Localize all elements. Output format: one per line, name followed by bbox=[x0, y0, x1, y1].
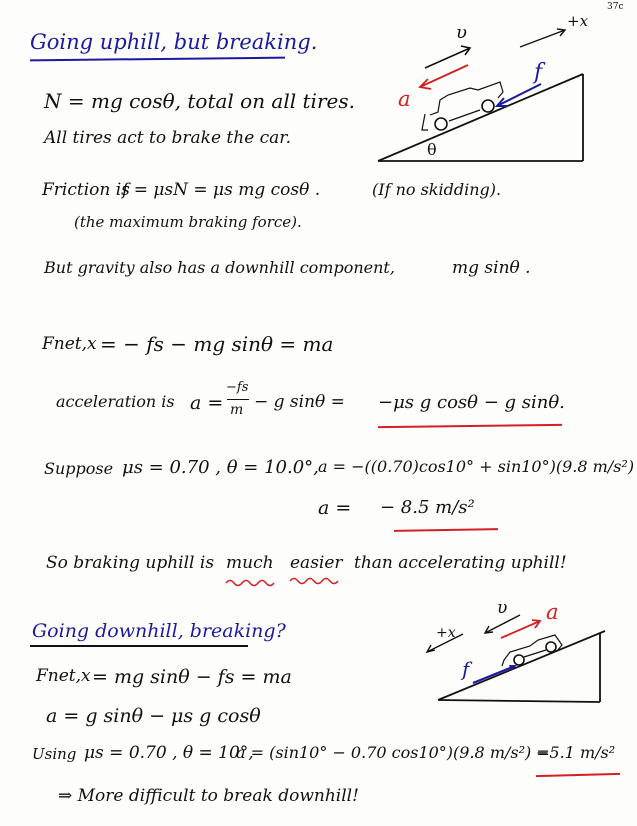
using-values: μs = 0.70 , θ = 10°, bbox=[84, 743, 254, 763]
accel-result: −μs g cosθ − g sinθ. bbox=[378, 392, 565, 413]
downhill-fnet-rhs: = mg sinθ − fs = ma bbox=[92, 666, 292, 688]
downhill-conclusion: ⇒ More difficult to break downhill! bbox=[58, 786, 359, 806]
conclusion-easier: easier bbox=[290, 553, 343, 573]
downhill-f-label: f bbox=[462, 657, 470, 681]
accel-frac-num: −fs bbox=[226, 380, 249, 395]
uphill-v-label: υ bbox=[456, 22, 467, 43]
uphill-fnet-lhs: Fnet,x bbox=[42, 334, 97, 354]
normal-force-eq: N = mg cosθ, total on all tires. bbox=[44, 89, 355, 113]
gravity-text: But gravity also has a downhill component, bbox=[44, 258, 395, 277]
suppose-values: μs = 0.70 , θ = 10.0°, bbox=[122, 457, 319, 478]
using-result: −5.1 m/s² bbox=[536, 743, 616, 762]
uphill-theta-label: θ bbox=[427, 140, 437, 159]
accel-eq-left: a = bbox=[190, 392, 224, 414]
accel-frac-den: m bbox=[230, 402, 244, 418]
result-lhs: a = bbox=[318, 497, 352, 519]
accel-prefix: acceleration is bbox=[56, 392, 175, 411]
suppose-eq: a = −((0.70)cos10° + sin10°)(9.8 m/s²) bbox=[318, 457, 635, 476]
conclusion-b: than accelerating uphill! bbox=[354, 553, 567, 573]
downhill-accel-eq: a = g sinθ − μs g cosθ bbox=[46, 705, 261, 727]
accel-eq-mid: − g sinθ = bbox=[254, 392, 345, 412]
uphill-a-label: a bbox=[398, 87, 411, 111]
max-brake-note: (the maximum braking force). bbox=[74, 213, 302, 231]
section2-title: Going downhill, breaking? bbox=[32, 620, 286, 642]
downhill-v-label: υ bbox=[497, 598, 508, 618]
page-number: 37c bbox=[607, 2, 624, 12]
using-prefix: Using bbox=[32, 745, 77, 763]
result-value: − 8.5 m/s² bbox=[380, 497, 475, 518]
gravity-term: mg sinθ . bbox=[452, 258, 531, 278]
friction-prefix: Friction is bbox=[42, 180, 130, 200]
using-eq: a = (sin10° − 0.70 cos10°)(9.8 m/s²) = bbox=[236, 743, 550, 762]
no-skid-note: (If no skidding). bbox=[372, 180, 502, 199]
downhill-fnet-lhs: Fnet,x bbox=[36, 666, 91, 686]
suppose-prefix: Suppose bbox=[44, 459, 114, 478]
uphill-fnet-rhs: = − fs − mg sinθ = ma bbox=[100, 332, 334, 356]
friction-eq: f = μsN = μs mg cosθ . bbox=[122, 180, 321, 200]
conclusion-a: So braking uphill is bbox=[46, 553, 215, 573]
all-tires-text: All tires act to brake the car. bbox=[44, 128, 291, 148]
uphill-f-label: f bbox=[534, 60, 543, 85]
downhill-x-label: +x bbox=[436, 625, 456, 641]
section1-title: Going uphill, but breaking. bbox=[30, 30, 318, 54]
conclusion-much: much bbox=[226, 553, 274, 573]
uphill-x-label: +x bbox=[567, 12, 589, 30]
downhill-a-label: a bbox=[546, 600, 559, 624]
